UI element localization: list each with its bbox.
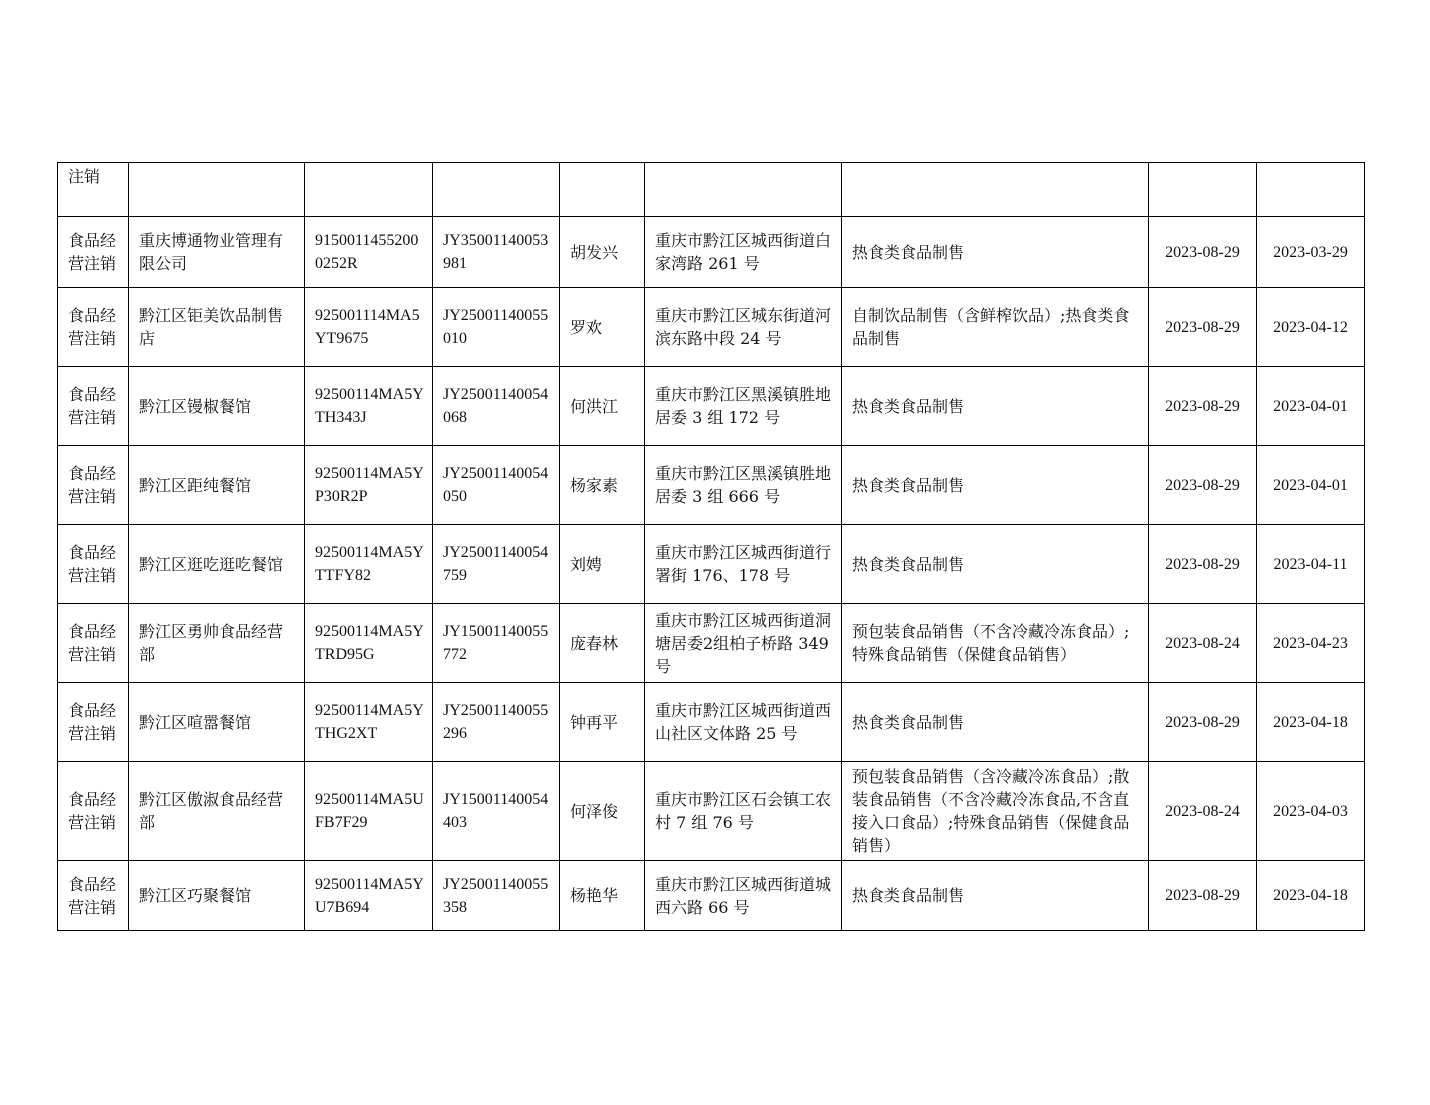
cell-scope: 热食类食品制售	[842, 683, 1149, 762]
table-row	[58, 217, 1365, 288]
cell-address: 重庆市黔江区城西街道西山社区文体路 25 号	[645, 683, 842, 762]
cell-scope: 热食类食品制售	[842, 861, 1149, 931]
cell-name: 黔江区喧嚣餐馆	[129, 683, 305, 762]
cell-scope: 热食类食品制售	[842, 367, 1149, 446]
cell-name: 黔江区巧聚餐馆	[129, 861, 305, 931]
cell-type: 食品经营注销	[58, 861, 129, 931]
cell-address: 重庆市黔江区黑溪镇胜地居委 3 组 666 号	[645, 446, 842, 525]
cell-date-2: 2023-04-18	[1257, 683, 1365, 762]
cell-person: 何洪江	[560, 367, 645, 446]
cell-name: 黔江区勇帅食品经营部	[129, 604, 305, 683]
cell-person	[560, 163, 645, 217]
cell-scope: 预包装食品销售（不含冷藏冷冻食品）;特殊食品销售（保健食品销售）	[842, 604, 1149, 683]
cell-license-no: JY25001140054759	[433, 525, 560, 604]
cell-address: 重庆市黔江区城西街道城西六路 66 号	[645, 861, 842, 931]
cell-license-no: JY25001140054050	[433, 446, 560, 525]
cell-license-no	[433, 163, 560, 217]
table-row	[58, 604, 1365, 683]
cell-license-no: JY25001140055010	[433, 288, 560, 367]
cell-person: 钟再平	[560, 683, 645, 762]
cell-date-1: 2023-08-29	[1149, 683, 1257, 762]
cell-scope: 热食类食品制售	[842, 525, 1149, 604]
cell-credit-code: 92500114MA5YTHG2XT	[305, 683, 433, 762]
cell-license-no: JY25001140055296	[433, 683, 560, 762]
cell-date-1: 2023-08-29	[1149, 217, 1257, 288]
cell-credit-code: 92500114MA5YTH343J	[305, 367, 433, 446]
table-row	[58, 861, 1365, 931]
cell-date-1: 2023-08-29	[1149, 861, 1257, 931]
cell-license-no: JY35001140053981	[433, 217, 560, 288]
cell-person: 杨艳华	[560, 861, 645, 931]
cell-scope: 预包装食品销售（含冷藏冷冻食品）;散装食品销售（不含冷藏冷冻食品,不含直接入口食品）;特殊食品销售（保健食品销售）	[842, 762, 1149, 861]
cell-name: 黔江区距纯餐馆	[129, 446, 305, 525]
cell-person: 何泽俊	[560, 762, 645, 861]
cell-license-no: JY15001140054403	[433, 762, 560, 861]
cell-credit-code: 92500114MA5YU7B694	[305, 861, 433, 931]
cell-credit-code: 91500114552000252R	[305, 217, 433, 288]
cell-credit-code: 92500114MA5YP30R2P	[305, 446, 433, 525]
registry-table	[57, 162, 1365, 931]
cell-type: 食品经营注销	[58, 525, 129, 604]
cell-date-1	[1149, 163, 1257, 217]
cell-person: 胡发兴	[560, 217, 645, 288]
cell-name	[129, 163, 305, 217]
cell-name: 黔江区钜美饮品制售店	[129, 288, 305, 367]
cell-person: 刘娉	[560, 525, 645, 604]
cell-person: 庞春林	[560, 604, 645, 683]
cell-type: 食品经营注销	[58, 683, 129, 762]
cell-date-2	[1257, 163, 1365, 217]
table-row	[58, 163, 1365, 217]
cell-address: 重庆市黔江区城东街道河滨东路中段 24 号	[645, 288, 842, 367]
cell-license-no: JY25001140055358	[433, 861, 560, 931]
cell-scope: 热食类食品制售	[842, 446, 1149, 525]
cell-date-1: 2023-08-29	[1149, 367, 1257, 446]
cell-name: 黔江区逛吃逛吃餐馆	[129, 525, 305, 604]
table-row	[58, 367, 1365, 446]
cell-address	[645, 163, 842, 217]
cell-date-1: 2023-08-29	[1149, 288, 1257, 367]
cell-type: 食品经营注销	[58, 367, 129, 446]
cell-date-1: 2023-08-29	[1149, 446, 1257, 525]
cell-person: 杨家素	[560, 446, 645, 525]
table-row	[58, 683, 1365, 762]
cell-license-no: JY25001140054068	[433, 367, 560, 446]
cell-date-2: 2023-04-18	[1257, 861, 1365, 931]
cell-type: 食品经营注销	[58, 762, 129, 861]
cell-address: 重庆市黔江区黑溪镇胜地居委 3 组 172 号	[645, 367, 842, 446]
cell-address: 重庆市黔江区城西街道白家湾路 261 号	[645, 217, 842, 288]
cell-address: 重庆市黔江区城西街道洞塘居委2组柏子桥路 349 号	[645, 604, 842, 683]
cell-credit-code: 92500114MA5YTTFY82	[305, 525, 433, 604]
cell-date-2: 2023-04-03	[1257, 762, 1365, 861]
cell-credit-code: 92500114MA5YTRD95G	[305, 604, 433, 683]
cell-type: 食品经营注销	[58, 446, 129, 525]
cell-date-1: 2023-08-24	[1149, 762, 1257, 861]
cell-type: 食品经营注销	[58, 217, 129, 288]
cell-date-2: 2023-04-01	[1257, 367, 1365, 446]
cell-scope: 热食类食品制售	[842, 217, 1149, 288]
cell-date-2: 2023-03-29	[1257, 217, 1365, 288]
table-row	[58, 525, 1365, 604]
cell-credit-code: 925001114MA5YT9675	[305, 288, 433, 367]
cell-name: 黔江区傲淑食品经营部	[129, 762, 305, 861]
cell-address: 重庆市黔江区城西街道行署街 176、178 号	[645, 525, 842, 604]
cell-type: 食品经营注销	[58, 288, 129, 367]
cell-date-1: 2023-08-29	[1149, 525, 1257, 604]
cell-date-2: 2023-04-12	[1257, 288, 1365, 367]
cell-name: 黔江区镘椒餐馆	[129, 367, 305, 446]
cell-address: 重庆市黔江区石会镇工农村 7 组 76 号	[645, 762, 842, 861]
cell-type: 注销	[58, 163, 129, 217]
cell-date-2: 2023-04-01	[1257, 446, 1365, 525]
cell-type: 食品经营注销	[58, 604, 129, 683]
cell-name: 重庆博通物业管理有限公司	[129, 217, 305, 288]
cell-scope: 自制饮品制售（含鲜榨饮品）;热食类食品制售	[842, 288, 1149, 367]
table-row	[58, 762, 1365, 861]
cell-person: 罗欢	[560, 288, 645, 367]
cell-date-2: 2023-04-11	[1257, 525, 1365, 604]
table-row	[58, 446, 1365, 525]
cell-scope	[842, 163, 1149, 217]
cell-credit-code: 92500114MA5UFB7F29	[305, 762, 433, 861]
cell-license-no: JY15001140055772	[433, 604, 560, 683]
cell-date-1: 2023-08-24	[1149, 604, 1257, 683]
table-row	[58, 288, 1365, 367]
cell-credit-code	[305, 163, 433, 217]
cell-date-2: 2023-04-23	[1257, 604, 1365, 683]
